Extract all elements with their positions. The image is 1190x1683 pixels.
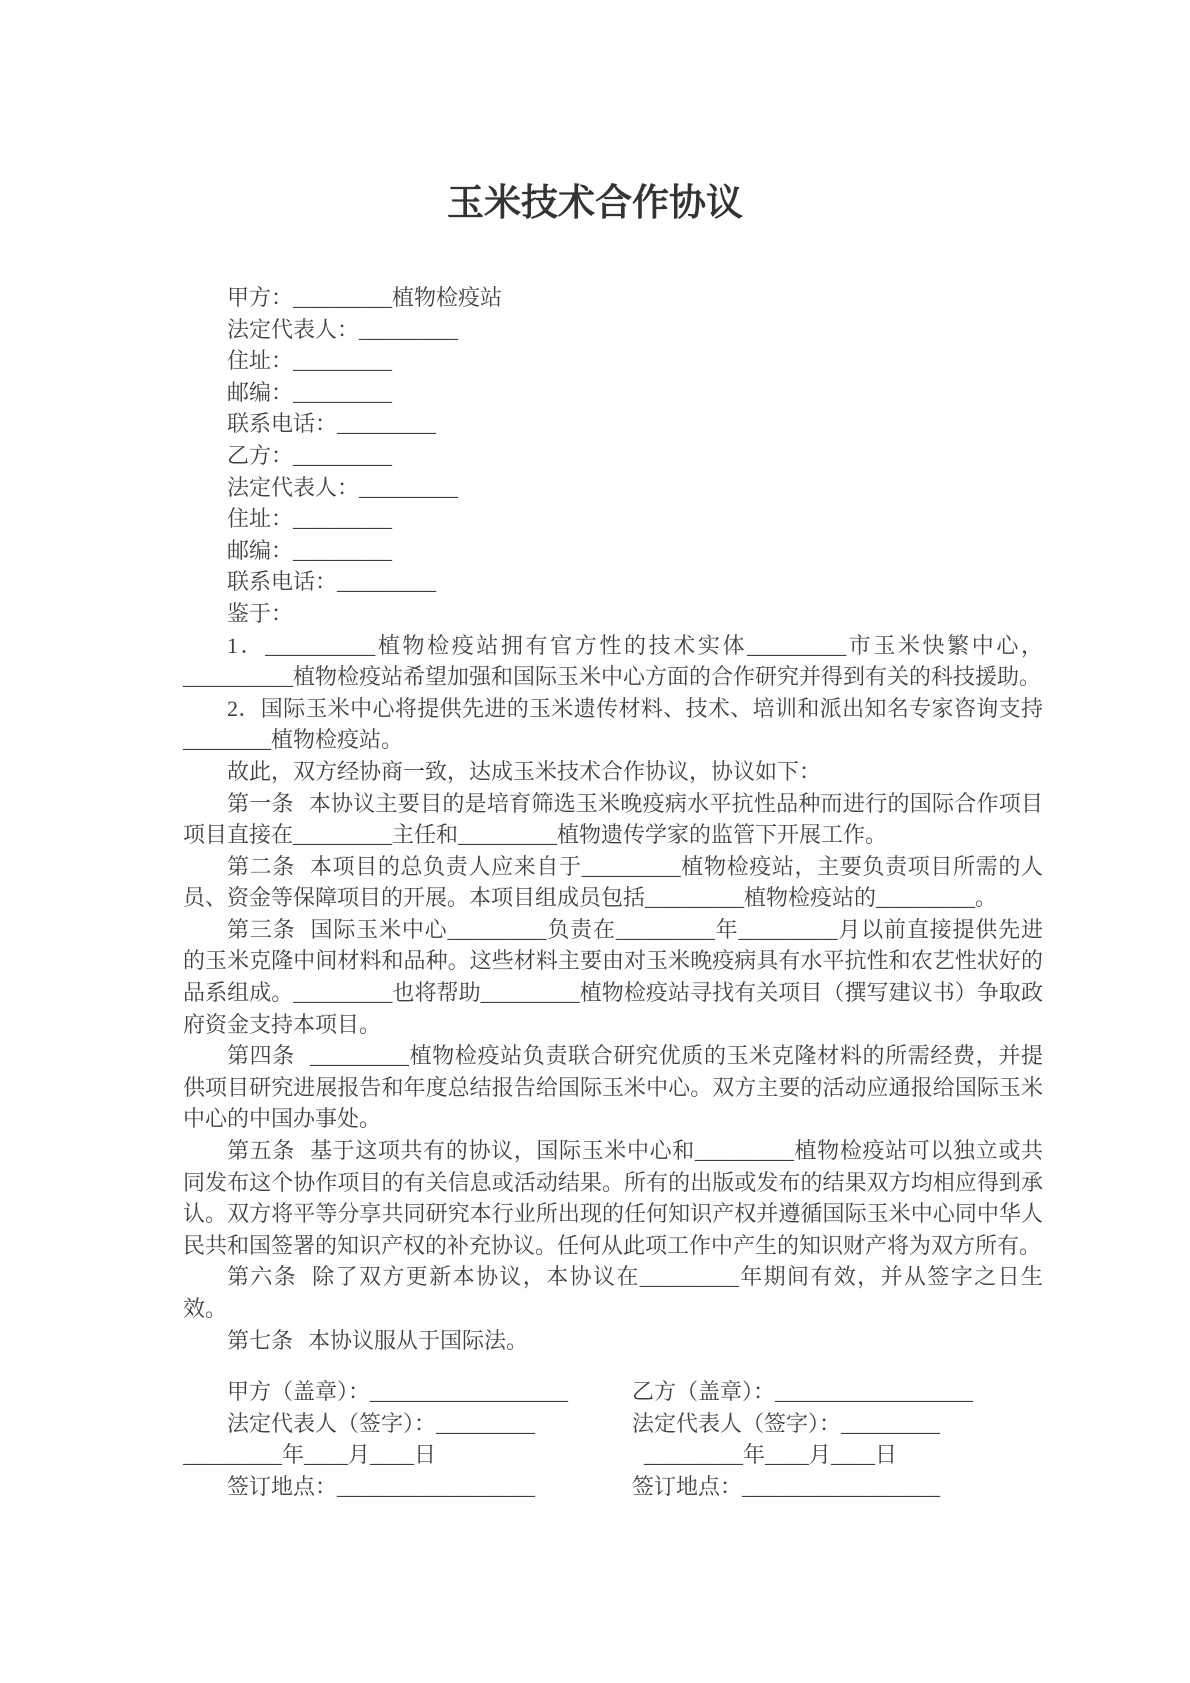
recital-2: 2．国际玉米中心将提供先进的玉米遗传材料、技术、培训和派出知名专家咨询支持________植物检疫站。 (183, 695, 1043, 753)
article-5-text: 基于这项共有的协议，国际玉米中心和_________植物检疫站可以独立或共同发布这个协作项目的有关信息或活动结果。所有的出版或发布的结果双方均相应得到承认。双方将平等分享共同研究本行业所出现的任何知识产权并遵循国际玉米中心同中华人民共和国签署的知识产权的补充协议。任何从此项工作中产生的知识财产将为双方所有。 (183, 1138, 1043, 1258)
party-b-seal-line: 乙方（盖章）：__________________ (632, 1379, 974, 1405)
party-a-date-line: _________年____月____日 (183, 1442, 437, 1468)
article-5 (183, 1135, 1043, 1261)
article-2-number: 第二条 (227, 853, 295, 879)
party-a-address-line: 住址：_________ (227, 348, 393, 374)
article-3-number: 第三条 (227, 916, 296, 942)
party-b-postcode-line: 邮编：_________ (227, 537, 393, 563)
party-a-representative-line: 法定代表人：_________ (227, 316, 459, 342)
article-2 (183, 851, 1043, 914)
article-1-number: 第一条 (227, 790, 294, 816)
article-5-number: 第五条 (227, 1138, 295, 1164)
party-a-seal-line: 甲方（盖章）：__________________ (227, 1379, 569, 1405)
article-3 (183, 914, 1043, 1040)
signature-party-b (588, 1376, 1003, 1502)
article-1-text: 本协议主要目的是培育筛选玉米晚疫病水平抗性品种而进行的国际合作项目项目直接在_________主任和_________植物遗传学家的监管下开展工作。 (183, 790, 1043, 848)
signature-party-a (183, 1376, 588, 1502)
article-1 (183, 788, 1043, 851)
party-b-address-line: 住址：_________ (227, 506, 393, 532)
signature-block (183, 1376, 1043, 1502)
party-a-place-line: 签订地点：__________________ (227, 1473, 536, 1499)
party-a-postcode-line: 邮编：_________ (227, 379, 393, 405)
document-body (183, 282, 1043, 1503)
article-6-text: 除了双方更新本协议，本协议在_________年期间有效，并从签字之日生效。 (183, 1264, 1043, 1321)
party-a-sign-line: 法定代表人（签字）：_________ (227, 1410, 536, 1436)
party-b-representative-line: 法定代表人：_________ (227, 474, 459, 500)
party-a-block (183, 282, 1043, 440)
party-b-place-line: 签订地点：__________________ (632, 1473, 941, 1499)
article-6 (183, 1261, 1043, 1324)
article-4-text: _________植物检疫站负责联合研究优质的玉米克隆材料的所需经费，并提供项目研究进展报告和年度总结报告给国际玉米中心。双方主要的活动应通报给国际玉米中心的中国办事处。 (183, 1043, 1043, 1132)
recital-1: 1．__________植物检疫站拥有官方性的技术实体_________市玉米快繁中心，__________植物检疫站希望加强和国际玉米中心方面的合作研究并得到有关的科技援助。 (183, 632, 1043, 690)
article-3-text: 国际玉米中心_________负责在_________年_________月以前直接提供先进的玉米克隆中间材料和品种。这些材料主要由对玉米晚疫病具有水平抗性和农艺性状好的品系组成。_________也将帮助_________植物检疫站寻找有关项目（撰写建议书）争取政府资金支持本项目。 (183, 916, 1043, 1037)
document-title: 玉米技术合作协议 (447, 183, 743, 224)
article-7 (183, 1325, 1043, 1357)
party-b-block (183, 440, 1043, 598)
article-4 (183, 1040, 1043, 1135)
party-b-name-line: 乙方：_________ (227, 442, 393, 468)
article-6-number: 第六条 (227, 1264, 298, 1290)
party-b-phone-line: 联系电话：_________ (227, 569, 437, 595)
whereas-label: 鉴于： (227, 600, 294, 626)
article-4-number: 第四条 (227, 1043, 295, 1069)
party-a-name-line: 甲方：_________植物检疫站 (227, 285, 503, 310)
party-b-date-line: _________年____月____日 (644, 1442, 898, 1468)
party-b-sign-line: 法定代表人（签字）：_________ (632, 1410, 941, 1436)
party-a-phone-line: 联系电话：_________ (227, 411, 437, 437)
article-7-text: 本协议服从于国际法。 (308, 1327, 529, 1353)
preamble: 故此，双方经协商一致，达成玉米技术合作协议，协议如下： (227, 758, 822, 784)
article-7-number: 第七条 (227, 1327, 294, 1353)
article-2-text: 本项目的总负责人应来自于_________植物检疫站，主要负责项目所需的人员、资金等保障项目的开展。本项目组成员包括_________植物检疫站的_________。 (183, 853, 1043, 911)
